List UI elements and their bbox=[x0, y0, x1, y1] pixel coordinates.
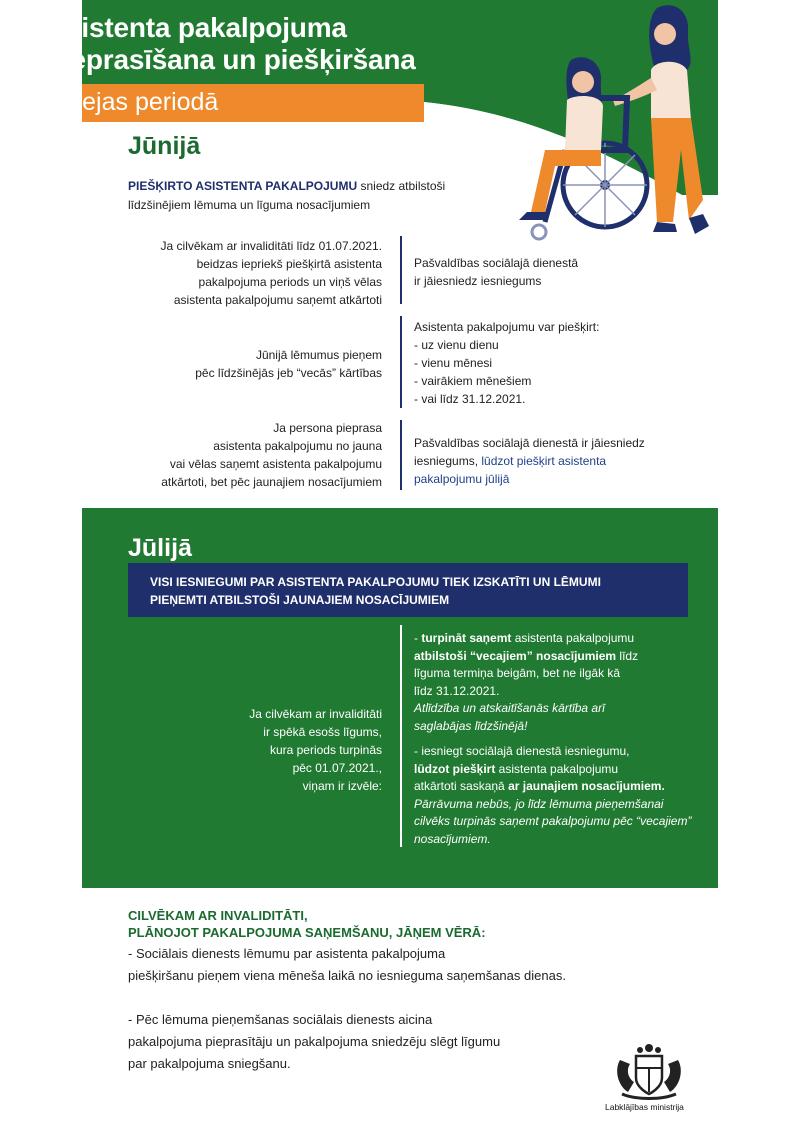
wheelchair-illustration bbox=[505, 0, 720, 245]
june-row1-right: Pašvaldības sociālajā dienestā ir jāiesniedz iesniegums bbox=[414, 256, 579, 288]
divider bbox=[400, 625, 402, 847]
page-title: Asistenta pakalpojuma pieprasīšana un piešķiršana bbox=[46, 12, 416, 75]
june-row3-right: Pašvaldības sociālajā dienestā ir jāiesniedz iesniegums, lūdzot piešķirt asistenta pakalpojumu jūlijā bbox=[414, 436, 645, 486]
june-row3-left: Ja persona pieprasa asistenta pakalpojumu no jauna vai vēlas saņemt asistenta pakalpojumu atkārtoti, bet pēc jaunajiem nosacījumiem bbox=[161, 421, 382, 489]
july-option-2: - iesniegt sociālajā dienestā iesniegumu, lūdzot piešķirt asistenta pakalpojumu atkārtoti saskaņā ar jaunajiem nosacījumiem. Pārrāvuma nebūs, jo līdz lēmuma pieņemšanai cilvēks turpinās saņemt pakalpojumu pēc “vecajiem” nosacījumiem. bbox=[414, 744, 692, 846]
june-row2-right: Asistenta pakalpojumu var piešķirt: - uz vienu dienu - vienu mēnesi - vairākiem mēnešiem - vai līdz 31.12.2021. bbox=[414, 320, 600, 406]
notice-paragraph-1: - Sociālais dienests lēmumu par asistenta pakalpojuma piešķiršanu pieņem viena mēneša laikā no iesnieguma saņemšanas dienas. bbox=[128, 946, 566, 983]
june-row2-left: Jūnijā lēmumus pieņem pēc līdzšinējās jeb “vecās” kārtības bbox=[195, 348, 382, 380]
divider bbox=[400, 236, 402, 304]
june-heading: Jūnijā bbox=[128, 132, 201, 160]
notice-paragraph-2: - Pēc lēmuma pieņemšanas sociālais dienests aicina pakalpojuma pieprasītāju un pakalpojuma sniedzēju slēgt līgumu par pakalpojuma sniegšanu. bbox=[128, 1012, 501, 1071]
june-intro: PIEŠĶIRTO ASISTENTA PAKALPOJUMU sniedz atbilstoši līdzšinējiem lēmuma un līguma nosacījumiem bbox=[128, 179, 446, 212]
notice-heading: CILVĒKAM AR INVALIDITĀTI, PLĀNOJOT PAKALPOJUMA SAŅEMŠANU, JĀŅEM VĒRĀ: bbox=[128, 908, 486, 940]
page-subtitle: pārejas periodā bbox=[46, 88, 219, 116]
june-row1-left: Ja cilvēkam ar invaliditāti līdz 01.07.2021. beidzas iepriekš piešķirtā asistenta pakalpojuma periods un viņš vēlas asistenta pakalpojumu saņemt atkārtoti bbox=[160, 239, 382, 307]
highlight-text: lūdzot piešķirt asistenta bbox=[481, 454, 607, 468]
coat-of-arms-icon bbox=[612, 1042, 687, 1100]
july-heading: Jūlijā bbox=[128, 534, 192, 562]
july-left-text: Ja cilvēkam ar invaliditāti ir spēkā esošs līgums, kura periods turpinās pēc 01.07.2021., viņam ir izvēle: bbox=[249, 707, 382, 793]
divider bbox=[400, 420, 402, 490]
july-banner-text: VISI IESNIEGUMI PAR ASISTENTA PAKALPOJUMU TIEK IZSKATĪTI UN LĒMUMI PIEŅEMTI ATBILSTOŠI JAUNAJIEM NOSACĪJUMIEM bbox=[150, 575, 601, 607]
ministry-label: Labklājības ministrija bbox=[605, 1102, 684, 1112]
july-option-1: - turpināt saņemt asistenta pakalpojumu atbilstoši “vecajiem” nosacījumiem līdz līguma termiņa beigām, bet ne ilgāk kā līdz 31.12.2021. Atlīdzība un atskaitīšanās kārtība arī saglabājas līdzšinējā! bbox=[414, 631, 639, 733]
divider bbox=[400, 316, 402, 408]
